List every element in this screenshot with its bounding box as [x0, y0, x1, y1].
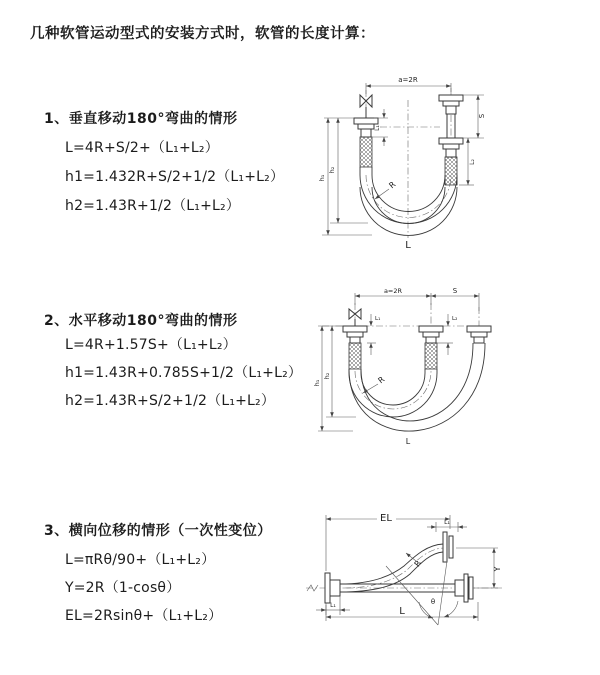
hose-s-curve [340, 544, 443, 592]
radius-label: R [376, 374, 387, 386]
dim-label-a2r: a=2R [398, 76, 418, 84]
section-2-heading: 2、水平移动180°弯曲的情形 [44, 313, 238, 329]
dim-label-l: L [399, 606, 405, 617]
dim-label-l2: L₂ [469, 159, 476, 165]
dim-label-l1: L₁ [374, 125, 381, 131]
radius-label: R [387, 179, 398, 191]
page-title: 几种软管运动型式的安装方式时，软管的长度计算： [30, 26, 375, 42]
centerline-break-mark [307, 585, 318, 591]
radius-label: R [412, 558, 424, 569]
dim-label-s: S [452, 287, 458, 295]
dim-label-l1: L₁ [375, 316, 381, 322]
section-2-formula-h1: h1=1.43R+0.785S+1/2（L₁+L₂） [65, 365, 303, 381]
dimension-l [326, 602, 478, 621]
dim-label-y: Y [493, 566, 502, 572]
braided-hose-hatch-left [360, 137, 372, 167]
dimension-width [355, 287, 479, 311]
dim-label-a2r: a=2R [383, 287, 403, 295]
dimension-s [431, 287, 479, 296]
dimension-s [463, 95, 486, 138]
length-label: L [405, 437, 411, 446]
hose-u-bend [349, 343, 485, 431]
length-label: L [405, 240, 411, 251]
dim-label-h1: h₁ [318, 174, 326, 182]
dimension-el [326, 512, 450, 571]
diagram-horizontal-180-bend [308, 283, 598, 463]
dimension-l1-top [427, 519, 467, 532]
section-3-formula-L: L=πRθ/90+（L₁+L₂） [65, 552, 216, 568]
right-flange-lower [439, 138, 463, 157]
dimension-width [366, 76, 451, 94]
diagram-lateral-displacement [298, 503, 598, 643]
right-flange [467, 326, 491, 343]
braided-hose-hatch-right [445, 157, 457, 185]
dimension-l1 [372, 109, 388, 146]
angle-label: θ [430, 598, 436, 606]
section-2-formula-L: L=4R+1.57S+（L₁+L₂） [65, 337, 237, 353]
dim-label-el: EL [380, 513, 392, 524]
dim-label-h1: h₁ [313, 379, 321, 387]
radius-callout [406, 553, 423, 568]
section-1-formula-h2: h2=1.43R+1/2（L₁+L₂） [65, 198, 241, 214]
flange-displaced [443, 532, 453, 562]
section-2-formula-h2: h2=1.43R+S/2+1/2（L₁+L₂） [65, 393, 276, 409]
radius-callout [363, 375, 387, 393]
dimension-l2 [459, 138, 476, 185]
dim-label-l2: L₂ [452, 316, 458, 322]
dim-label-s: S [478, 113, 486, 119]
section-1-heading: 1、垂直移动180°弯曲的情形 [44, 111, 238, 127]
right-flange-upper [439, 95, 463, 114]
dimension-l2 [437, 314, 457, 355]
dimension-h1 [313, 326, 353, 431]
braided-hose-hatch-left [349, 343, 361, 369]
dim-label-h2: h₂ [328, 166, 336, 174]
dimension-l1 [367, 314, 380, 355]
section-3-formula-Y: Y=2R（1-cosθ） [65, 580, 181, 596]
section-1-formula-L: L=4R+S/2+（L₁+L₂） [65, 140, 219, 156]
dim-label-l1-top: L₁ [444, 519, 450, 526]
section-3-formula-EL: EL=2Rsinθ+（L₁+L₂） [65, 608, 223, 624]
section-1-formula-h1: h1=1.432R+S/2+1/2（L₁+L₂） [65, 169, 285, 185]
dim-label-h2: h₂ [323, 372, 331, 380]
section-3-heading: 3、横向位移的情形（一次性变位） [44, 523, 272, 539]
right-flange-original [455, 574, 473, 602]
middle-flange [419, 326, 443, 343]
left-flange [325, 573, 340, 603]
diagram-vertical-180-bend [308, 70, 598, 270]
hose-u-bend [360, 167, 457, 235]
dimension-l1-bottom [316, 596, 350, 615]
pipe-centerlines [355, 303, 479, 326]
dim-label-l1-bottom: L₁ [330, 602, 336, 609]
left-flange [343, 326, 367, 343]
braided-hose-hatch-middle [425, 343, 437, 369]
